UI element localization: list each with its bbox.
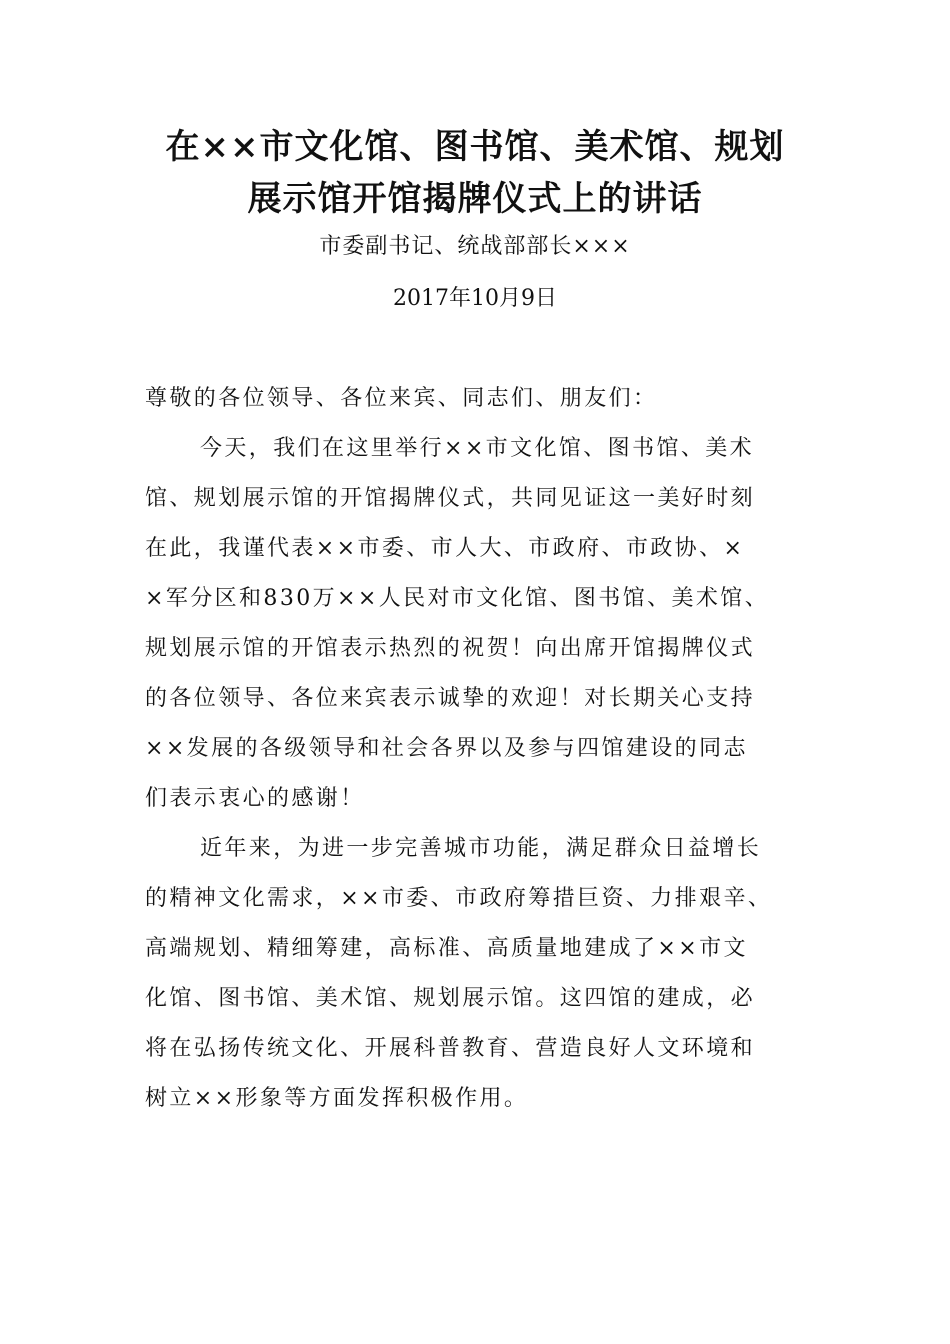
speech-title-line-2: 展示馆开馆揭牌仪式上的讲话 — [247, 179, 703, 219]
paragraph-1-line-1: 今天，我们在这里举行××市文化馆、图书馆、美术 — [200, 436, 755, 461]
paragraph-1-line-2: 馆、规划展示馆的开馆揭牌仪式，共同见证这一美好时刻 — [145, 486, 756, 511]
paragraph-2-line-1: 近年来，为进一步完善城市功能，满足群众日益增长 — [200, 836, 762, 861]
paragraph-1-line-4: ×军分区和830万××人民对市文化馆、图书馆、美术馆、 — [145, 586, 770, 611]
paragraph-2-line-4: 化馆、图书馆、美术馆、规划展示馆。这四馆的建成，必 — [145, 986, 756, 1011]
paragraph-1-line-5: 规划展示馆的开馆表示热烈的祝贺！向出席开馆揭牌仪式 — [145, 636, 756, 661]
paragraph-1-line-3: 在此，我谨代表××市委、市人大、市政府、市政协、× — [145, 536, 745, 561]
paragraph-2-line-5: 将在弘扬传统文化、开展科普教育、营造良好人文环境和 — [145, 1036, 756, 1061]
paragraph-1-line-8: 们表示衷心的感谢！ — [145, 786, 365, 811]
speech-date: 2017年10月9日 — [393, 286, 557, 311]
speaker-byline: 市委副书记、统战部部长××× — [319, 234, 631, 259]
speech-title-line-1: 在××市文化馆、图书馆、美术馆、规划 — [165, 127, 785, 167]
paragraph-1-line-6: 的各位领导、各位来宾表示诚挚的欢迎！对长期关心支持 — [145, 686, 756, 711]
paragraph-1-line-7: ××发展的各级领导和社会各界以及参与四馆建设的同志 — [145, 736, 748, 761]
paragraph-2-line-6: 树立××形象等方面发挥积极作用。 — [145, 1086, 529, 1111]
paragraph-2-line-2: 的精神文化需求，××市委、市政府筹措巨资、力排艰辛、 — [145, 886, 773, 911]
salutation: 尊敬的各位领导、各位来宾、同志们、朋友们： — [145, 386, 658, 411]
paragraph-2-line-3: 高端规划、精细筹建，高标准、高质量地建成了××市文 — [145, 936, 748, 961]
